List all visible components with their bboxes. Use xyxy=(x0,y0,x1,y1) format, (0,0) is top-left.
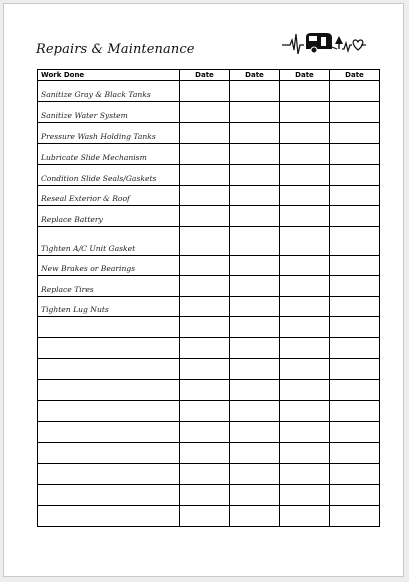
date-cell[interactable] xyxy=(280,102,330,123)
date-cell[interactable] xyxy=(330,276,380,297)
work-done-cell[interactable]: Sanitize Gray & Black Tanks xyxy=(38,81,180,102)
date-cell[interactable] xyxy=(330,380,380,401)
date-cell[interactable] xyxy=(280,276,330,297)
date-cell[interactable] xyxy=(180,297,230,317)
table-row xyxy=(38,81,380,102)
date-cell[interactable] xyxy=(280,338,330,359)
table-row xyxy=(38,485,380,506)
maintenance-log-table xyxy=(37,69,380,527)
date-cell[interactable] xyxy=(330,464,380,485)
header-date-2: Date xyxy=(230,70,280,81)
date-cell[interactable] xyxy=(280,464,330,485)
date-cell[interactable] xyxy=(330,338,380,359)
date-cell[interactable] xyxy=(180,359,230,380)
date-cell[interactable] xyxy=(230,256,280,276)
table-row xyxy=(38,256,380,276)
table-row xyxy=(38,186,380,206)
table-row xyxy=(38,276,380,297)
date-cell[interactable] xyxy=(180,256,230,276)
date-cell[interactable] xyxy=(230,165,280,186)
date-cell[interactable] xyxy=(180,443,230,464)
work-done-cell[interactable] xyxy=(38,338,180,359)
date-cell[interactable] xyxy=(280,165,330,186)
date-cell[interactable] xyxy=(180,206,230,227)
date-cell[interactable] xyxy=(280,81,330,102)
table-row xyxy=(38,206,380,227)
work-done-cell[interactable]: New Brakes or Bearings xyxy=(38,256,180,276)
date-cell[interactable] xyxy=(280,443,330,464)
date-cell[interactable] xyxy=(330,506,380,527)
date-cell[interactable] xyxy=(180,338,230,359)
table-body xyxy=(38,81,380,527)
work-done-cell[interactable]: Reseal Exterior & Roof xyxy=(38,186,180,206)
work-done-cell[interactable] xyxy=(38,317,180,338)
work-done-cell[interactable] xyxy=(38,506,180,527)
date-cell[interactable] xyxy=(280,206,330,227)
date-cell[interactable] xyxy=(330,422,380,443)
date-cell[interactable] xyxy=(180,144,230,165)
date-cell[interactable] xyxy=(280,144,330,165)
date-cell[interactable] xyxy=(330,443,380,464)
date-cell[interactable] xyxy=(230,338,280,359)
date-cell[interactable] xyxy=(230,102,280,123)
date-cell[interactable] xyxy=(280,506,330,527)
work-done-cell[interactable]: Condition Slide Seals/Gaskets xyxy=(38,165,180,186)
work-done-cell[interactable] xyxy=(38,422,180,443)
work-done-cell[interactable]: Tighten Lug Nuts xyxy=(38,297,180,317)
header-work-done: Work Done xyxy=(38,70,180,81)
table-row xyxy=(38,317,380,338)
date-cell[interactable] xyxy=(330,485,380,506)
date-cell[interactable] xyxy=(230,380,280,401)
date-cell[interactable] xyxy=(180,485,230,506)
work-done-cell[interactable] xyxy=(38,401,180,422)
table-row xyxy=(38,144,380,165)
table-header-row xyxy=(38,70,380,81)
date-cell[interactable] xyxy=(230,359,280,380)
date-cell[interactable] xyxy=(230,186,280,206)
date-cell[interactable] xyxy=(330,256,380,276)
date-cell[interactable] xyxy=(330,144,380,165)
date-cell[interactable] xyxy=(280,186,330,206)
date-cell[interactable] xyxy=(330,297,380,317)
work-done-cell[interactable]: Replace Tires xyxy=(38,276,180,297)
date-cell[interactable] xyxy=(330,81,380,102)
date-cell[interactable] xyxy=(330,317,380,338)
date-cell[interactable] xyxy=(230,206,280,227)
date-cell[interactable] xyxy=(330,102,380,123)
date-cell[interactable] xyxy=(180,464,230,485)
table-row xyxy=(38,443,380,464)
date-cell[interactable] xyxy=(180,123,230,144)
document-page xyxy=(3,3,404,577)
table-row xyxy=(38,401,380,422)
work-done-cell[interactable]: Pressure Wash Holding Tanks xyxy=(38,123,180,144)
date-cell[interactable] xyxy=(180,81,230,102)
date-cell[interactable] xyxy=(230,506,280,527)
work-done-cell[interactable]: Sanitize Water System xyxy=(38,102,180,123)
work-done-cell[interactable]: Replace Battery xyxy=(38,206,180,227)
date-cell[interactable] xyxy=(230,144,280,165)
date-cell[interactable] xyxy=(280,422,330,443)
date-cell[interactable] xyxy=(180,401,230,422)
date-cell[interactable] xyxy=(230,317,280,338)
date-cell[interactable] xyxy=(330,227,380,256)
date-cell[interactable] xyxy=(230,464,280,485)
work-done-cell[interactable]: Lubricate Slide Mechanism xyxy=(38,144,180,165)
date-cell[interactable] xyxy=(230,443,280,464)
work-done-cell[interactable] xyxy=(38,359,180,380)
date-cell[interactable] xyxy=(280,297,330,317)
date-cell[interactable] xyxy=(180,317,230,338)
date-cell[interactable] xyxy=(280,359,330,380)
header-date-3: Date xyxy=(280,70,330,81)
date-cell[interactable] xyxy=(180,422,230,443)
date-cell[interactable] xyxy=(330,165,380,186)
table-row xyxy=(38,506,380,527)
date-cell[interactable] xyxy=(330,186,380,206)
table-row xyxy=(38,165,380,186)
date-cell[interactable] xyxy=(180,506,230,527)
date-cell[interactable] xyxy=(230,485,280,506)
date-cell[interactable] xyxy=(330,206,380,227)
date-cell[interactable] xyxy=(280,380,330,401)
date-cell[interactable] xyxy=(180,276,230,297)
table-row xyxy=(38,297,380,317)
date-cell[interactable] xyxy=(280,401,330,422)
date-cell[interactable] xyxy=(230,227,280,256)
table-row xyxy=(38,359,380,380)
date-cell[interactable] xyxy=(330,123,380,144)
table-row xyxy=(38,464,380,485)
date-cell[interactable] xyxy=(280,485,330,506)
date-cell[interactable] xyxy=(230,123,280,144)
table-row xyxy=(38,227,380,256)
table-row xyxy=(38,380,380,401)
date-cell[interactable] xyxy=(180,165,230,186)
date-cell[interactable] xyxy=(280,317,330,338)
date-cell[interactable] xyxy=(280,227,330,256)
work-done-cell[interactable] xyxy=(38,464,180,485)
work-done-cell[interactable] xyxy=(38,443,180,464)
heartbeat-camper-heart-icon xyxy=(282,28,366,58)
date-cell[interactable] xyxy=(330,359,380,380)
page-title: Repairs & Maintenance xyxy=(36,42,195,57)
date-cell[interactable] xyxy=(230,401,280,422)
date-cell[interactable] xyxy=(180,102,230,123)
date-cell[interactable] xyxy=(280,123,330,144)
work-done-cell[interactable]: Tighten A/C Unit Gasket xyxy=(38,227,180,256)
table-row xyxy=(38,338,380,359)
header-date-4: Date xyxy=(330,70,380,81)
date-cell[interactable] xyxy=(230,422,280,443)
work-done-cell[interactable] xyxy=(38,380,180,401)
date-cell[interactable] xyxy=(180,186,230,206)
date-cell[interactable] xyxy=(230,297,280,317)
date-cell[interactable] xyxy=(230,276,280,297)
table-row xyxy=(38,102,380,123)
header-date-1: Date xyxy=(180,70,230,81)
date-cell[interactable] xyxy=(230,81,280,102)
date-cell[interactable] xyxy=(180,380,230,401)
date-cell[interactable] xyxy=(180,227,230,256)
date-cell[interactable] xyxy=(330,401,380,422)
date-cell[interactable] xyxy=(280,256,330,276)
work-done-cell[interactable] xyxy=(38,485,180,506)
table-row xyxy=(38,422,380,443)
table-row xyxy=(38,123,380,144)
